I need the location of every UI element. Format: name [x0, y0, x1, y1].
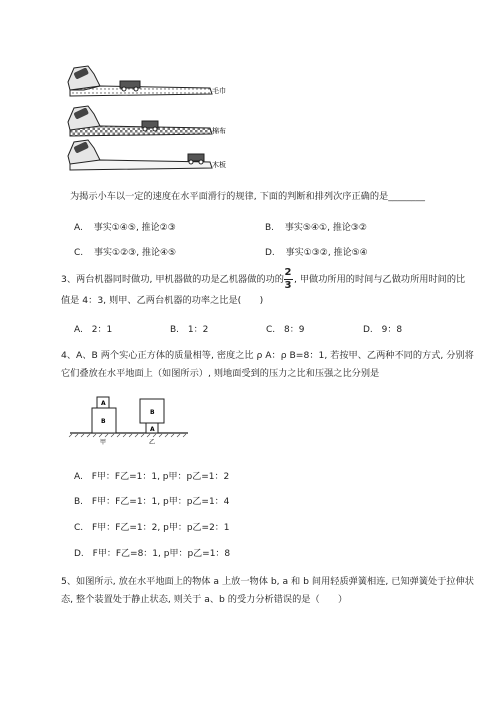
option-letter: C.: [266, 325, 276, 335]
q3-fraction: [283, 268, 293, 291]
label-jia: 甲: [100, 439, 107, 445]
ramp-towel: [68, 66, 212, 96]
ramp-wood: [68, 140, 212, 170]
q3-line1-b: , 甲做功所用的时间与乙做功所用时间的比: [294, 274, 466, 285]
q2-option-d[interactable]: [265, 245, 368, 258]
q3-line2: 值是 4：3, 则甲、乙两台机器的功率之比是( ): [61, 295, 264, 306]
q3-option-b[interactable]: [170, 322, 208, 335]
option-text: 事实①②③, 推论④⑤: [94, 248, 177, 258]
fraction-numerator: 2: [284, 267, 292, 278]
option-letter: D.: [363, 325, 373, 335]
fraction-denominator: 3: [284, 280, 292, 291]
option-letter: A.: [74, 472, 83, 482]
option-letter: D.: [74, 549, 84, 559]
q4-line2: 它们叠放在水平地面上（如图所示）, 则地面受到的压力之比和压强之比分别是: [61, 368, 380, 379]
option-letter: D.: [265, 248, 275, 258]
option-text: F甲：F乙=1：1, p甲：p乙=1：2: [91, 472, 230, 482]
q3-option-a[interactable]: [74, 322, 112, 335]
q4-option-b[interactable]: [74, 494, 229, 507]
option-letter: A.: [74, 325, 83, 335]
q4-option-c[interactable]: [74, 520, 230, 533]
q2-option-c[interactable]: [74, 245, 176, 258]
q3-option-c[interactable]: [266, 322, 304, 335]
option-text: 事实①④⑤, 推论②③: [93, 223, 176, 233]
label-cotton: 棉布: [212, 127, 226, 135]
option-text: 9：8: [381, 325, 403, 335]
svg-text:B: B: [101, 418, 106, 425]
option-letter: B.: [265, 223, 275, 233]
svg-text:A: A: [101, 400, 106, 407]
q3-option-d[interactable]: [363, 322, 402, 335]
q2-option-a[interactable]: [74, 220, 176, 233]
q2-stem: 为揭示小车以一定的速度在水平面滑行的规律, 下面的判断和排列次序正确的是________: [70, 191, 425, 202]
option-text: 事实⑤④①, 推论③②: [284, 223, 367, 233]
q3-line1-a: 3、两台机器同时做功, 甲机器做的功是乙机器做的功的: [61, 274, 284, 285]
option-letter: B.: [74, 497, 84, 507]
option-letter: B.: [170, 325, 180, 335]
stacked-cubes-figure: [68, 393, 190, 445]
option-letter: C.: [74, 523, 84, 533]
q4-option-d[interactable]: [74, 546, 230, 559]
svg-text:B: B: [150, 409, 155, 416]
label-yi: 乙: [149, 439, 156, 445]
q2-option-b[interactable]: [265, 220, 367, 233]
q5-line1: 5、如图所示, 放在水平地面上的物体 a 上放一物体 b, a 和 b 间用轻质弹簧相连, 已知弹簧处于拉伸状: [61, 576, 474, 587]
option-letter: A.: [74, 223, 83, 233]
label-towel: 毛巾: [212, 87, 226, 95]
option-text: 2：1: [91, 325, 113, 335]
option-text: F甲：F乙=1：1, p甲：p乙=1：4: [91, 497, 230, 507]
ramp-cart-figure: [60, 60, 250, 178]
q5-line2: 态, 整个装置处于静止状态, 则关于 a、b 的受力分析错误的是（ ）: [61, 594, 348, 605]
option-letter: C.: [74, 248, 84, 258]
svg-text:A: A: [150, 426, 155, 433]
label-wood: 木板: [212, 161, 226, 169]
option-text: 事实①③②, 推论⑤④: [285, 248, 368, 258]
option-text: F甲：F乙=8：1, p甲：p乙=1：8: [92, 549, 231, 559]
option-text: F甲：F乙=1：2, p甲：p乙=2：1: [92, 523, 230, 533]
option-text: 8：9: [284, 325, 305, 335]
ramp-cotton: [68, 106, 212, 136]
option-text: 1：2: [187, 325, 209, 335]
q4-line1: 4、A、B 两个实心正方体的质量相等, 密度之比 ρ A：ρ B=8：1, 若按甲、乙两种不同的方式, 分别将: [61, 350, 474, 361]
q4-option-a[interactable]: [74, 469, 229, 482]
